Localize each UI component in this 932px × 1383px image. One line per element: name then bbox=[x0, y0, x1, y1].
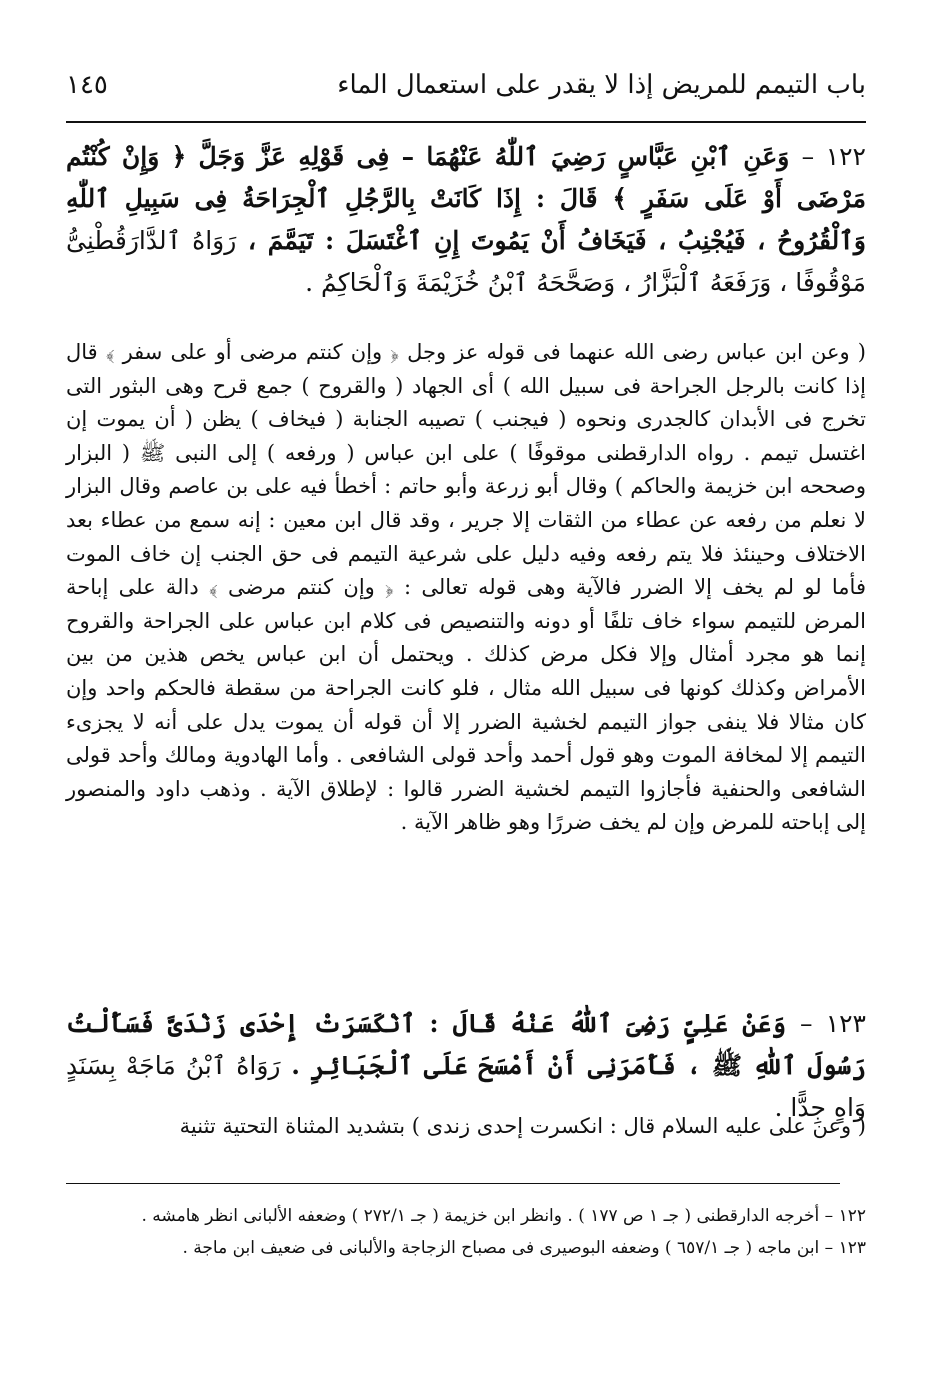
hadith-122 bbox=[66, 136, 866, 304]
commentary-123: ( وعن على عليه السلام قال : انكسرت إحدى زندى ) بتشديد المثناة التحتية تثنية bbox=[179, 1114, 866, 1138]
footnotes bbox=[66, 1200, 866, 1264]
hadith-narration: رَوَاهُ ٱلدَّارَقُطْنِىُّ مَوْقُوفًا ، وَرَفَعَهُ ٱلْبَزَّارُ ، وَصَحَّحَهُ ٱبْنُ خُزَيْمَةَ وَٱلْحَاكِمُ . bbox=[66, 226, 866, 297]
page-number: ١٤٥ bbox=[66, 70, 108, 100]
footnote-122: ١٢٢ – أخرجه الدارقطنى ( جـ ١ ص ١٧٧ ) . وانظر ابن خزيمة ( جـ ٢٧٢/١ ) وضعفه الألبانى انظر هامشه . bbox=[141, 1206, 866, 1226]
footnote-divider bbox=[66, 1183, 840, 1184]
hadith-number: ١٢٣ – bbox=[799, 1009, 866, 1038]
commentary-122: ( وعن ابن عباس رضى الله عنهما فى قوله عز وجل ﴿ وإن كنتم مرضى أو على سفر ﴾ قال إذا كانت بالرجل الجراحة فى سبيل الله ) أى الجهاد ( والقروح ) جمع قرح وهى البثور التى تخرج فى الأبدان كالجدرى ونحوه ( فيجنب ) تصيبه الجنابة ( فيخاف ) يظن ( أن يموت إن اغتسل تيمم . رواه الدارقطنى موقوفًا ) على ابن عباس ( ورفعه ) إلى النبى ﷺ ( البزار وصححه ابن خزيمة والحاكم ) وقال أبو زرعة وأبو حاتم : أخطأ فيه على بن عاصم وقال البزار لا نعلم من رفعه عن عطاء من الثقات إلا جرير ، وقد قال ابن معين : إنه سمع من عطاء بعد الاختلاف وحينئذ فلا يتم رفعه وفيه دليل على شرعية التيمم فى حق الجنب إن خاف الموت فأما لو لم يخف إلا الضرر فالآية وهى قوله تعالى : ﴿ وإن كنتم مرضى ﴾ دالة على إباحة المرض للتيمم سواء خاف تلفًا أو دونه والتنصيص فى كلام ابن عباس على الجراحة والقروح إنما هو مجرد أمثال وإلا فكل مرض كذلك . ويحتمل أن ابن عباس يخص هذين من بين الأمراض وكذلك كونها فى سبيل الله مثال ، فلو كانت الجراحة من سقطة فالحكم واحد وإن كان مثالا فلا ينفى جواز التيمم لخشية الضرر إلا أن قوله أن يموت يدل على أنه لا يجزىء التيمم إلا لمخافة الموت وهو قول أحمد وأحد قولى الشافعى . وأما الهادوية ومالك وأحد قولى الشافعى والحنفية فأجازوا التيمم لخشية الضرر قالوا : لإطلاق الآية . وذهب داود والمنصور إلى إباحته للمرض وإن لم يخف ضررًا وهو ظاهر الآية . bbox=[66, 340, 866, 835]
page-header bbox=[66, 55, 866, 123]
hadith-narration: رَوَاهُ ٱبْنُ مَاجَهْ بِسَنَدٍ وَاهٍ جِدًّا . bbox=[66, 1051, 866, 1122]
chapter-title: باب التيمم للمريض إذا لا يقدر على استعمال الماء bbox=[337, 70, 866, 100]
hadith-text: وَعَنْ عَلِىٍّ رَضِىَ ٱللّٰهُ عَنْهُ قَالَ : ٱنْكَسَرَتْ إِحْدَى زَنْدَىَّ فَسَأَلْتُ رَسُولَ ٱللّٰهِ ﷺ ، فَأَمَرَنِى أَنْ أَمْسَحَ عَلَى ٱلْجَبَائِرِ . bbox=[66, 1009, 866, 1080]
hadith-number: ١٢٢ – bbox=[801, 142, 866, 171]
footnote-123: ١٢٣ – ابن ماجه ( جـ ٦٥٧/١ ) وضعفه البوصيرى فى مصباح الزجاجة والألبانى فى ضعيف ابن ماجة . bbox=[182, 1238, 866, 1258]
hadith-text: وَعَنِ ٱبْنِ عَبَّاسٍ رَضِيَ ٱللّٰهُ عَنْهُمَا – فِى قَوْلِهِ عَزَّ وَجَلَّ ﴿ وَإِنْ كُنْتُم مَرْضَى أَوْ عَلَى سَفَرٍ ﴾ قَالَ : إِذَا كَانَتْ بِالرَّجُلِ ٱلْجِرَاحَةُ فِى سَبِيلِ ٱللّٰهِ وَٱلْقُرُوحُ ، فَيُجْنِبُ ، فَيَخَافُ أَنْ يَمُوتَ إِنِ ٱغْتَسَلَ : تَيَمَّمَ ، bbox=[66, 142, 866, 255]
